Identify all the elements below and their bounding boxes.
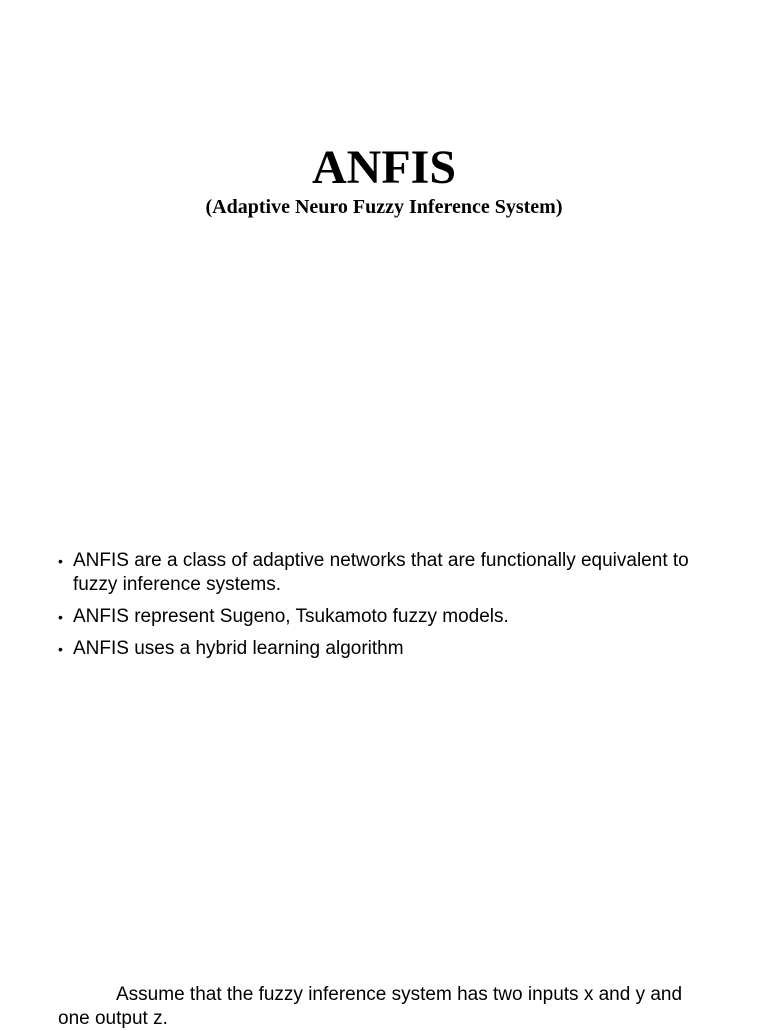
page-subtitle: (Adaptive Neuro Fuzzy Inference System) (205, 196, 563, 218)
body-paragraph: Assume that the fuzzy inference system has two inputs x and y and one output z. (58, 984, 683, 1029)
bullet-icon: • (58, 641, 63, 657)
bullet-list (56, 549, 696, 669)
bullet-icon: • (58, 553, 63, 569)
bullet-text: ANFIS are a class of adaptive networks that are functionally equivalent to fuzzy inference systems. (73, 550, 689, 595)
bullet-text: ANFIS represent Sugeno, Tsukamoto fuzzy models. (73, 606, 509, 627)
list-item (56, 605, 696, 629)
bullet-icon: • (58, 609, 63, 625)
bullet-text: ANFIS uses a hybrid learning algorithm (73, 638, 404, 659)
list-item (56, 549, 696, 597)
page-title: ANFIS (311, 141, 457, 194)
list-item (56, 637, 696, 661)
